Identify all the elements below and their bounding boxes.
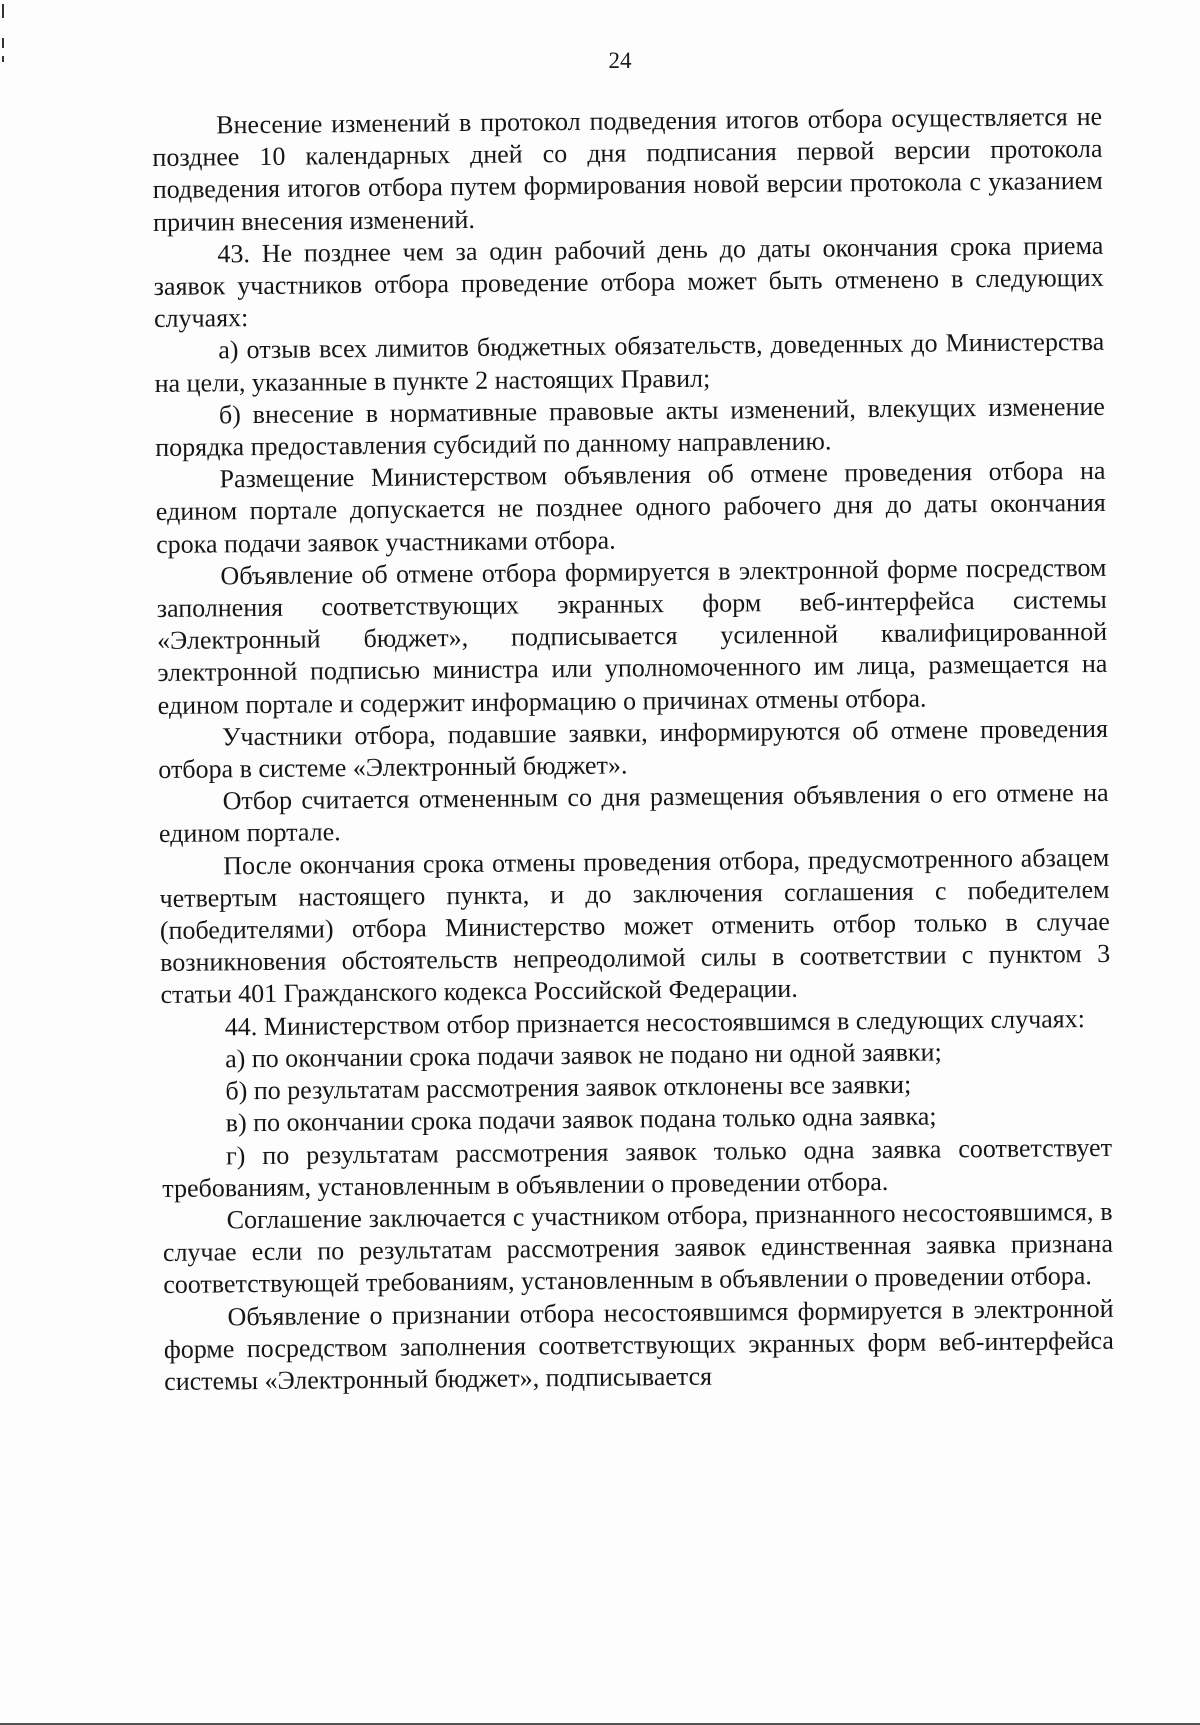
paragraph: 44. Министерством отбор признается несостоявшимся в следующих случаях: bbox=[224, 1003, 1086, 1042]
paragraph: Участники отбора, подавшие заявки, информируются об отмене проведения отбора в системе «Электронный бюджет». bbox=[158, 713, 1109, 785]
paragraph: После окончания срока отмены проведения отбора, предусмотренного абзацем четвертым настоящего пункта, и до заключения соглашения с победителем (победителями) отбора Министерство может отменить отбор только в случае возникновения обстоятельств непреодолимой силы в соответствии с пунктом 3 статьи 401 Гражданского кодекса Российской Федерации. bbox=[159, 842, 1111, 1010]
paragraph: 43. Не позднее чем за один рабочий день до даты окончания срока приема заявок участников отбора проведение отбора может быть отменено в следующих случаях: bbox=[153, 230, 1104, 334]
paragraph: б) внесение в нормативные правовые акты изменений, влекущих изменение порядка предоставления субсидий по данному направлению. bbox=[155, 391, 1106, 463]
scan-edge-mark bbox=[2, 38, 4, 48]
scan-edge-mark bbox=[2, 4, 4, 18]
paragraph: Объявление об отмене отбора формируется в электронной форме посредством заполнения соответствующих экранных форм веб-интерфейса системы «Электронный бюджет», подписывается усиленной квалифицированной электронной подписью министра или уполномоченного им лица, размещается на едином портале и содержит информацию о причинах отмены отбора. bbox=[156, 552, 1108, 720]
paragraph: Внесение изменений в протокол подведения итогов отбора осуществляется не позднее 10 календарных дней со дня подписания первой версии протокола подведения итогов отбора путем формирования новой версии протокола с указанием причин внесения изменений. bbox=[152, 101, 1103, 237]
paragraph: Объявление о признании отбора несостоявшимся формируется в электронной форме посредством заполнения соответствующих экранных форм веб-интерфейса системы «Электронный бюджет», подписывается bbox=[163, 1293, 1114, 1396]
paragraph: Размещение Министерством объявления об отмене проведения отбора на едином портале допускается не позднее одного рабочего дня до даты окончания срока подачи заявок участниками отбора. bbox=[155, 456, 1106, 559]
paragraph: б) по результатам рассмотрения заявок отклонены все заявки; bbox=[225, 1069, 912, 1106]
paragraph: а) отзыв всех лимитов бюджетных обязательств, доведенных до Министерства на цели, указанные в пункте 2 настоящих Правил; bbox=[154, 327, 1105, 398]
document-body bbox=[152, 101, 1114, 1398]
paragraph: Отбор считается отмененным со дня размещения объявления о его отмене на едином портале. bbox=[158, 778, 1109, 849]
paragraph: Соглашение заключается с участником отбора, признанного несостоявшимся, в случае если по результатам рассмотрения заявок единственная заявка признана соответствующей требованиям, установленным в объявлении о проведении отбора. bbox=[162, 1196, 1114, 1300]
paragraph: г) по результатам рассмотрения заявок только одна заявка соответствует требованиям, установленным в объявлении о проведении отбора. bbox=[162, 1132, 1113, 1203]
page-number: 24 bbox=[608, 48, 632, 73]
paragraph: в) по окончании срока подачи заявок подана только одна заявка; bbox=[225, 1101, 937, 1138]
paragraph: а) по окончании срока подачи заявок не подано ни одной заявки; bbox=[224, 1037, 942, 1074]
